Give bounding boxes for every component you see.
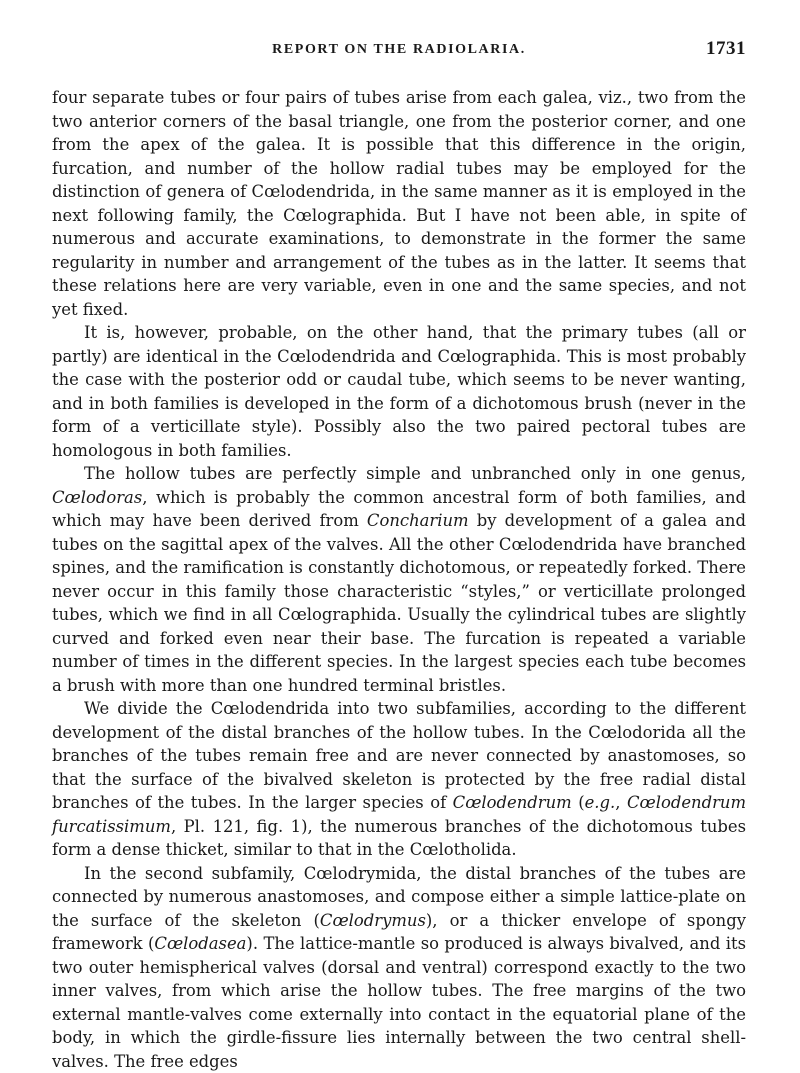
paragraph [52, 321, 746, 462]
text-run: In the second subfamily, Cœlodrymida, the distal branches of the tubes are connected by numerous anastomoses, and compose either a simple lattice-plate on the surface of the skeleton ( [52, 864, 746, 930]
body-text [52, 86, 746, 1073]
running-head [52, 40, 746, 66]
text-run: The hollow tubes are perfectly simple and unbranched only in one genus, [84, 464, 746, 483]
text-run: We divide the Cœlodendrida into two subfamilies, according to the different development of the distal branches of the hollow tubes. In the Cœlodorida all the branches of the tubes remain free and are never connected by anastomoses, so that the surface of the bivalved skeleton is protected by the free radial distal branches of the tubes. In the larger species of [52, 699, 746, 812]
page-number: 1731 [706, 38, 746, 60]
text-run: ( [572, 793, 585, 812]
italic-text: e.g. [585, 793, 616, 812]
text-run: ), or a thicker envelope of spongy framework ( [52, 911, 746, 954]
text-run: , which is probably the common ancestral form of both families, and which may have been derived from [52, 488, 746, 531]
text-run: It is, however, probable, on the other hand, that the primary tubes (all or partly) are identical in the Cœlodendrida and Cœlographida. This is most probably the case with the posterior odd or caudal tube, which seems to be never wanting, and in both families is developed in the form of a dichotomous brush (never in the form of a verticillate style). Possibly also the two paired pectoral tubes are homologous in both families. [52, 323, 746, 460]
running-title: REPORT ON THE RADIOLARIA. [52, 42, 746, 58]
text-run: by development of a galea and tubes on the sagittal apex of the valves. All the other Cœlodendrida have branched spines, and the ramification is constantly dichotomous, or repeatedly forked. There never occur in this family those characteristic “styles,” or verticillate prolonged tubes, which we find in all Cœlographida. Usually the cylindrical tubes are slightly curved and forked even near their base. The furcation is repeated a variable number of times in the different species. In the largest species each tube becomes a brush with more than one hundred terminal bristles. [52, 511, 746, 695]
paragraph [52, 862, 746, 1073]
paragraph [52, 462, 746, 697]
text-run: four separate tubes or four pairs of tubes arise from each galea, viz., two from the two anterior corners of the basal triangle, one from the posterior corner, and one from the apex of the galea. It is possible that this difference in the origin, furcation, and number of the hollow radial tubes may be employed for the distinction of genera of Cœlodendrida, in the same manner as it is employed in the next following family, the Cœlographida. But I have not been able, in spite of numerous and accurate examinations, to demonstrate in the former the same regularity in number and arrangement of the tubes as in the latter. It seems that these relations here are very variable, even in one and the same species, and not yet fixed. [52, 88, 746, 319]
text-run: , [615, 793, 627, 812]
italic-text: Cœlodendrum [453, 793, 572, 812]
italic-text: Cœlodrymus [320, 911, 426, 930]
text-run: ). The lattice-mantle so produced is always bivalved, and its two outer hemispherical valves (dorsal and ventral) correspond exactly to the two inner valves, from which arise the hollow tubes. The free margins of the two external mantle-valves come externally into contact in the equatorial plane of the body, in which the girdle-fissure lies internally between the two central shell-valves. The free edges [52, 934, 746, 1071]
text-run: , Pl. 121, fig. 1), the numerous branches of the dichotomous tubes form a dense thicket, similar to that in the Cœlotholida. [52, 817, 746, 860]
italic-text: Cœlodoras [52, 488, 142, 507]
italic-text: Cœlodasea [154, 934, 246, 953]
italic-text: Cœlodendrum furcatissimum [52, 793, 746, 836]
italic-text: Concharium [367, 511, 469, 530]
paragraph [52, 697, 746, 862]
paragraph [52, 86, 746, 321]
